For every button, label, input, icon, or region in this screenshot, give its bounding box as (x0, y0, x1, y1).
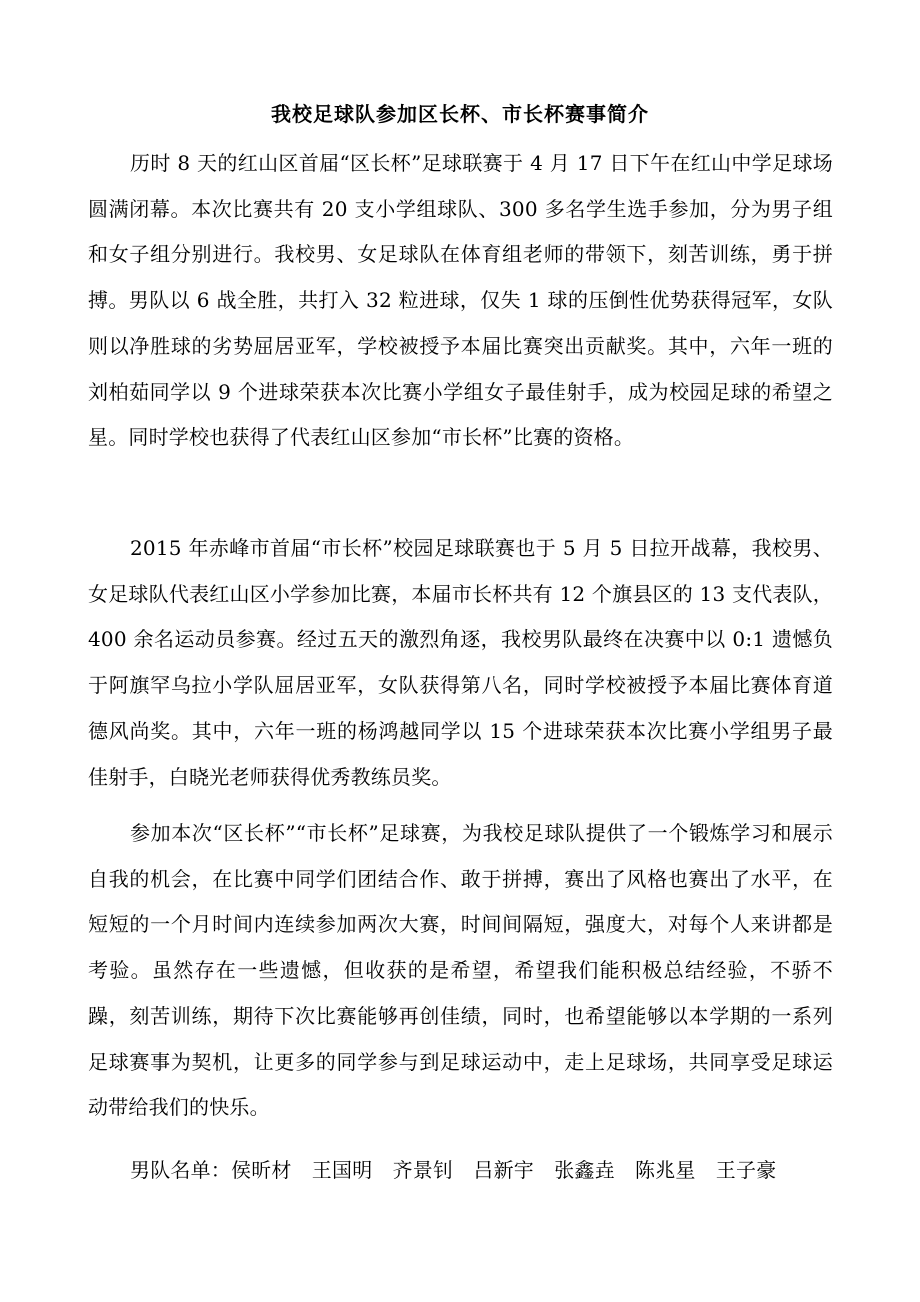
paragraph-district-cup: 历时 8 天的红山区首届“区长杯”足球联赛于 4 月 17 日下午在红山中学足球场圆满闭幕。本次比赛共有 20 支小学组球队、300 多名学生选手参加，分为男子组和女子组分别进行。我校男、女足球队在体育组老师的带领下，刻苦训练，勇于拼搏。男队以 6 战全胜，共打入 32 粒进球，仅失 1 球的压倒性优势获得冠军，女队则以净胜球的劣势屈居亚军，学校被授予本届比赛突出贡献奖。其中，六年一班的刘柏茹同学以 9 个进球荣获本次比赛小学组女子最佳射手，成为校园足球的希望之星。同时学校也获得了代表红山区参加“市长杯”比赛的资格。 (88, 151, 833, 450)
paragraph-team-roster: 男队名单：侯昕材 王国明 齐景钊 吕新宇 张鑫垚 陈兆星 王子豪 (130, 1158, 777, 1182)
paragraph-summary: 参加本次“区长杯”“市长杯”足球赛，为我校足球队提供了一个锻炼学习和展示自我的机会，在比赛中同学们团结合作、敢于拼搏，赛出了风格也赛出了水平，在短短的一个月时间内连续参加两次大赛，时间间隔短，强度大，对每个人来讲都是考验。虽然存在一些遗憾，但收获的是希望，希望我们能积极总结经验，不骄不躁，刻苦训练，期待下次比赛能够再创佳绩，同时，也希望能够以本学期的一系列足球赛事为契机，让更多的同学参与到足球运动中，走上足球场，共同享受足球运动带给我们的快乐。 (88, 821, 833, 1120)
paragraph-mayor-cup: 2015 年赤峰市首届“市长杯”校园足球联赛也于 5 月 5 日拉开战幕，我校男、女足球队代表红山区小学参加比赛，本届市长杯共有 12 个旗县区的 13 支代表队，400 余名运动员参赛。经过五天的激烈角逐，我校男队最终在决赛中以 0:1 遗憾负于阿旗罕乌拉小学队屈居亚军，女队获得第八名，同时学校被授予本届比赛体育道德风尚奖。其中，六年一班的杨鸿越同学以 15 个进球荣获本次比赛小学组男子最佳射手，白晓光老师获得优秀教练员奖。 (88, 536, 833, 789)
document-title: 我校足球队参加区长杯、市长杯赛事简介 (271, 102, 649, 126)
